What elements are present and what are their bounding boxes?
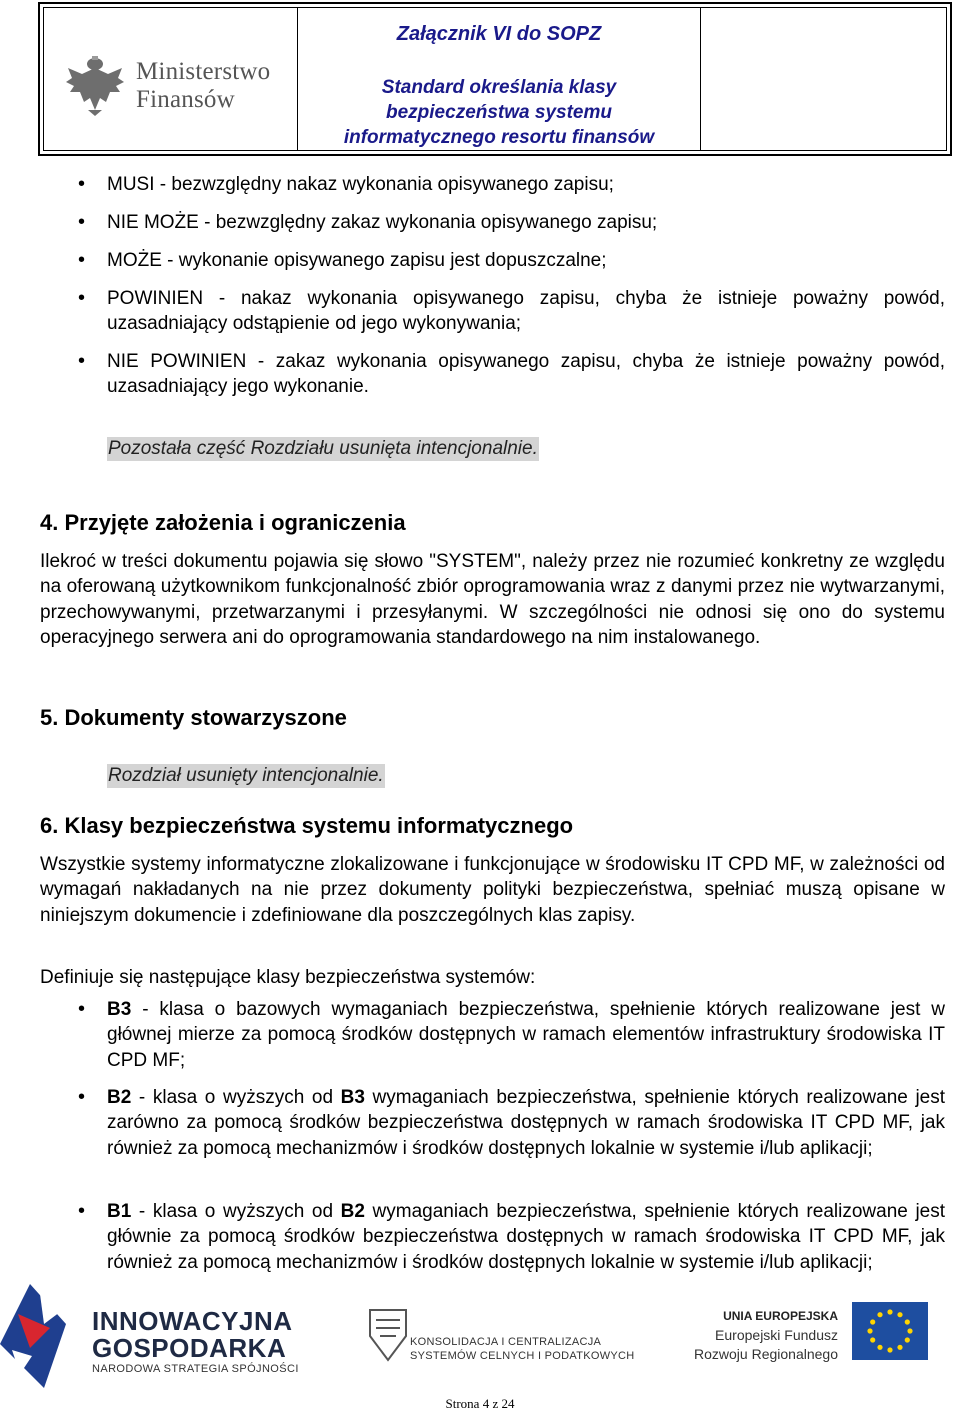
list-item: • MOŻE - wykonanie opisywanego zapisu jest dopuszczalne;: [78, 249, 607, 271]
section-6-heading: 6. Klasy bezpieczeństwa systemu informatycznego: [40, 813, 574, 838]
eu-flag-icon: [852, 1302, 928, 1360]
list-item: • NIE MOŻE - bezwzględny zakaz wykonania opisywanego zapisu;: [78, 211, 658, 233]
bullet-icon: •: [78, 249, 86, 271]
bullet-icon: •: [78, 350, 86, 372]
ministry-logo-text: Ministerstwo Finansów: [136, 58, 271, 113]
innovative-economy-text: INNOWACYJNA GOSPODARKA: [92, 1306, 293, 1363]
document-title: Standard określania klasy bezpieczeństwa systemu informatycznego resortu finansów: [343, 77, 655, 148]
annex-title: Załącznik VI do SOPZ: [396, 23, 602, 45]
list-item: • NIE POWINIEN - zakaz wykonania opisywanego zapisu, chyba że istnieje poważny powód, uzasadniający jego wykonanie.: [78, 350, 945, 397]
section-4-heading: 4. Przyjęte założenia i ograniczenia: [40, 510, 406, 535]
list-item-b2: • B2 - klasa o wyższych od B3 wymaganiach bezpieczeństwa, spełnienie których realizowane jest zarówno za pomocą środków bezpieczeństwa dostępnych w ramach środowiska IT CPD MF, jak również za pomocą mechanizmów i środków dostępnych lokalnie w systemie i/lub aplikacji;: [78, 1086, 946, 1159]
list-item: • POWINIEN - nakaz wykonania opisywanego zapisu, chyba że istnieje poważny powód, uzasadniający odstąpienie od jego wykonywania;: [78, 287, 945, 334]
erdf-text: Europejski Fundusz Rozwoju Regionalnego: [694, 1327, 838, 1362]
section-4-text: Ilekroć w treści dokumentu pojawia się słowo "SYSTEM", należy przez nie rozumieć konkretny ze względu na oferowaną użytkownikom funkcjonalność zbiór oprogramowania wraz z danymi przez nie wytwarzanymi, przechowywanymi, przetwarzanymi i przesyłanymi. W szczególności nie odnosi się ono do systemu operacyjnego serwera ani do oprogramowania standardowego na nim instalowanego.: [40, 551, 945, 648]
page-number: Strona 4 z 24: [445, 1396, 515, 1411]
section-6-intro: Definiuje się następujące klasy bezpieczeństwa systemów:: [40, 967, 536, 988]
header-logo-cell: [44, 8, 298, 150]
removed-content-note: Pozostała część Rozdziału usunięta intencjonalnie.: [108, 438, 538, 459]
list-item: • MUSI - bezwzględny nakaz wykonania opisywanego zapisu;: [78, 173, 614, 195]
section-6-text: Wszystkie systemy informatyczne zlokalizowane i funkcjonujące w środowisku IT CPD MF, w zależności od wymagań nakładanych na nie przez dokumenty polityki bezpieczeństwa, spełniać muszą opisane w niniejszym dokumencie i zdefiniowane dla poszczególnych klas zapisy.: [40, 854, 945, 926]
eu-title: UNIA EUROPEJSKA: [723, 1309, 838, 1323]
bullet-icon: •: [78, 1086, 86, 1108]
bullet-icon: •: [78, 1200, 86, 1222]
list-item-b1: • B1 - klasa o wyższych od B2 wymaganiach bezpieczeństwa, spełnienie których realizowane jest głównie za pomocą środków bezpieczeństwa dostępnych w ramach środowiska IT CPD MF, jak również za pomocą mechanizmów i środków dostępnych lokalnie w systemie i/lub aplikacji;: [78, 1200, 946, 1273]
eagle-emblem-icon: [62, 54, 128, 118]
header-empty-cell: [701, 8, 946, 150]
innovative-economy-logo-icon: [0, 1284, 78, 1388]
list-item-b3: • B3 - klasa o bazowych wymaganiach bezpieczeństwa, spełnienie których realizowane jest w głównej mierze za pomocą środków dostępnych w ramach elementów infrastruktury środowiska IT CPD MF;: [78, 998, 945, 1071]
bullet-icon: •: [78, 287, 86, 309]
customs-emblem-icon: [366, 1306, 410, 1364]
bullet-icon: •: [78, 998, 86, 1020]
document-header: [38, 2, 952, 156]
section-5-note: Rozdział usunięty intencjonalnie.: [108, 765, 384, 786]
nss-text: NARODOWA STRATEGIA SPÓJNOŚCI: [92, 1363, 299, 1375]
consolidation-text: KONSOLIDACJA I CENTRALIZACJA SYSTEMÓW CELNYCH I PODATKOWYCH: [410, 1336, 635, 1362]
section-5-heading: 5. Dokumenty stowarzyszone: [40, 705, 347, 730]
header-table: [43, 7, 947, 151]
bullet-icon: •: [78, 173, 86, 195]
bullet-icon: •: [78, 211, 86, 233]
header-title-cell: [298, 8, 701, 150]
